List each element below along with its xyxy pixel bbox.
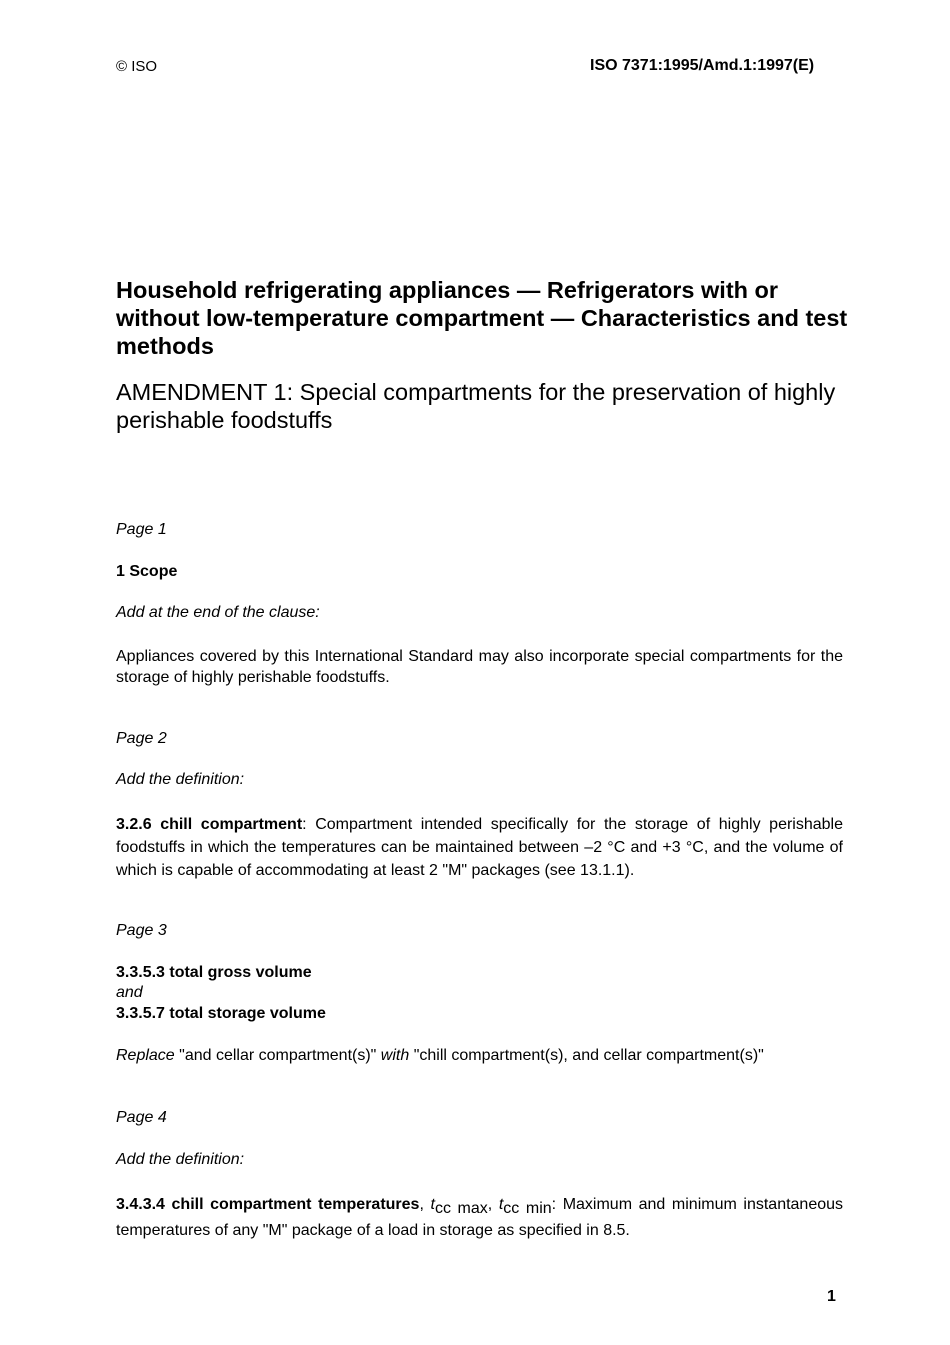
separator-2: ,: [487, 1196, 499, 1213]
scope-heading: 1 Scope: [116, 563, 178, 580]
chill-compartment-temperatures-definition: [116, 1192, 843, 1244]
replace-instruction: [116, 1047, 764, 1065]
chill-compartment-temperatures-term: 3.4.3.4 chill compartment temperatures: [116, 1196, 420, 1213]
replace-old-text: "and cellar compartment(s)": [174, 1047, 381, 1064]
scope-instruction: Add at the end of the clause:: [116, 604, 320, 621]
page-label-1: Page 1: [116, 521, 167, 538]
chill-compartment-temperatures-text: : Maximum and minimum instantaneous temperatures of any "M" package of a load in storage as specified in 8.5.: [116, 1196, 844, 1239]
definition-instruction-2: Add the definition:: [116, 771, 245, 788]
document-title: Household refrigerating appliances — Refrigerators with or without low-temperature compartment — Characteristics and test methods: [116, 277, 848, 359]
t-symbol-min: t: [498, 1196, 504, 1213]
amendment-title: AMENDMENT 1: Special compartments for the preservation of highly perishable foodstuffs: [116, 379, 836, 433]
document-id-header: ISO 7371:1995/Amd.1:1997(E): [590, 57, 815, 74]
with-word: with: [380, 1047, 410, 1064]
chill-compartment-term: 3.2.6 chill compartment: [116, 816, 303, 833]
page-label-3: Page 3: [116, 922, 167, 939]
scope-text: Appliances covered by this International Standard may also incorporate special compartments for the storage of highly perishable foodstuffs.: [116, 648, 843, 686]
chill-compartment-definition: [116, 813, 843, 882]
page-label-2: Page 2: [116, 730, 167, 747]
page-label-4: Page 4: [116, 1109, 167, 1126]
definition-instruction-4: Add the definition:: [116, 1151, 245, 1168]
cc-max-subscript: cc max: [434, 1200, 488, 1217]
total-gross-volume-term: 3.3.5.3 total gross volume: [116, 964, 312, 981]
page-number: 1: [827, 1288, 836, 1305]
and-connector: and: [116, 984, 143, 1001]
replace-word: Replace: [116, 1047, 175, 1064]
separator-1: ,: [419, 1196, 431, 1213]
total-storage-volume-term: 3.3.5.7 total storage volume: [116, 1005, 326, 1022]
cc-min-subscript: cc min: [503, 1200, 552, 1217]
t-symbol-max: t: [430, 1196, 435, 1213]
replace-new-text: "chill compartment(s), and cellar compartment(s)": [409, 1047, 764, 1064]
copyright-header: © ISO: [116, 58, 158, 75]
chill-compartment-text: : Compartment intended specifically for the storage of highly perishable foodstuffs in which the temperatures can be maintained between –2 °C and +3 °C, and the volume of which is capable of accommodating at least 2 "M" packages (see 13.1.1).: [116, 816, 843, 879]
